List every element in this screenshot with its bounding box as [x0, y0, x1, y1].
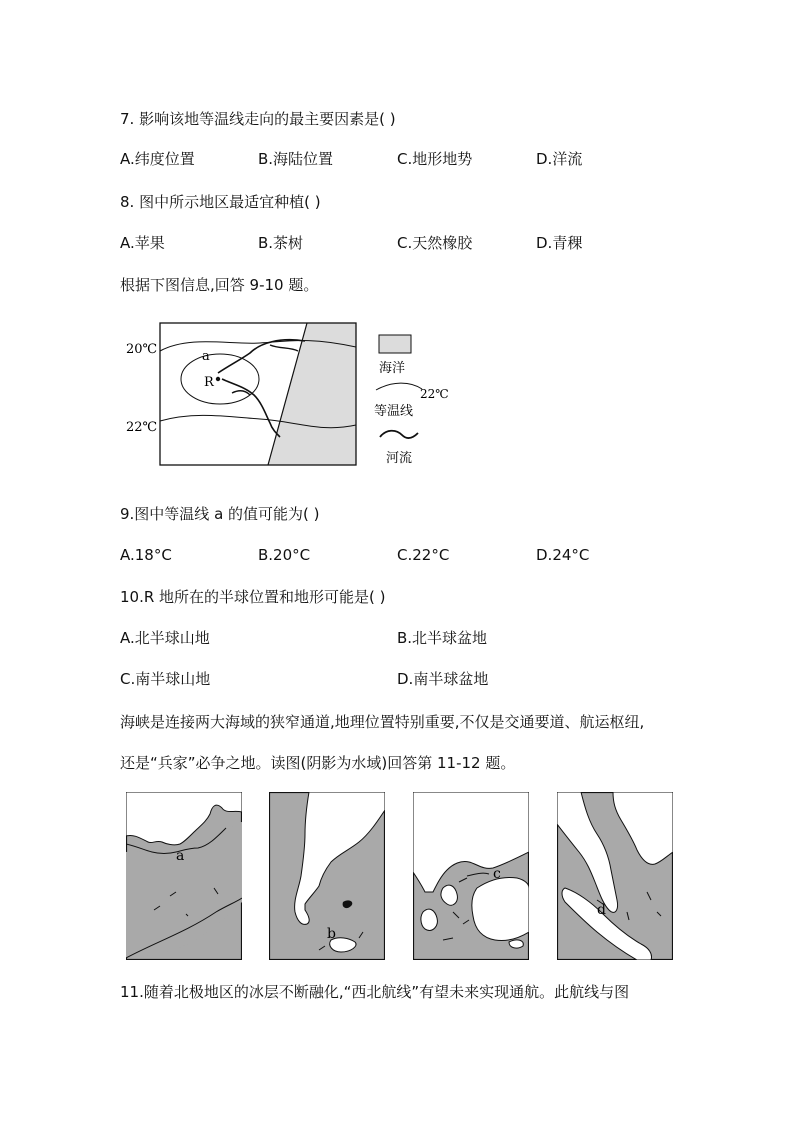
river-upper	[270, 345, 298, 351]
isotherm-map	[120, 315, 460, 475]
q7-option-c: C.地形地势	[397, 150, 473, 168]
q7-option-d: D.洋流	[536, 150, 583, 168]
label-a: a	[176, 848, 185, 864]
strait-map-b	[269, 792, 385, 960]
label-a: a	[202, 349, 210, 364]
q9-option-c: C.22°C	[397, 546, 450, 564]
q8-option-b: B.茶树	[258, 234, 304, 252]
point-r	[216, 377, 220, 381]
q7-stem: 7. 影响该地等温线走向的最主要因素是( )	[120, 110, 396, 128]
intro-11-12-line1: 海峡是连接两大海域的狭窄通道,地理位置特别重要,不仅是交通要道、航运枢纽,	[120, 713, 645, 731]
strait-map-c	[413, 792, 529, 960]
label-d: d	[597, 902, 606, 918]
q10-stem: 10.R 地所在的半球位置和地形可能是( )	[120, 588, 386, 606]
legend-river-label: 河流	[386, 451, 413, 466]
q8-option-d: D.青稞	[536, 234, 583, 252]
q10-option-c: C.南半球山地	[120, 670, 211, 688]
legend-isotherm-value: 22℃	[420, 387, 449, 401]
q8-option-c: C.天然橡胶	[397, 234, 473, 252]
intro-9-10: 根据下图信息,回答 9-10 题。	[120, 276, 319, 294]
label-r: R	[204, 375, 214, 390]
q9-option-a: A.18°C	[120, 546, 172, 564]
q9-option-b: B.20°C	[258, 546, 311, 564]
legend-ocean-label: 海洋	[379, 361, 406, 376]
river-main	[218, 340, 305, 373]
legend-ocean-swatch	[379, 335, 411, 353]
intro-11-12-line2: 还是“兵家”必争之地。读图(阴影为水域)回答第 11-12 题。	[120, 754, 516, 772]
river-tributary	[232, 391, 250, 395]
q10-option-b: B.北半球盆地	[397, 629, 488, 647]
legend-isotherm-line	[376, 383, 422, 390]
land-east-c	[472, 877, 529, 940]
land-islands-c	[421, 909, 437, 930]
strait-map-d	[557, 792, 673, 960]
q10-option-a: A.北半球山地	[120, 629, 210, 647]
label-b: b	[327, 926, 336, 942]
q8-stem: 8. 图中所示地区最适宜种植( )	[120, 193, 321, 211]
label-20c: 20℃	[126, 342, 158, 357]
label-c: c	[493, 866, 501, 882]
legend-river-line	[380, 431, 418, 438]
q9-stem: 9.图中等温线 a 的值可能为( )	[120, 505, 320, 523]
q7-option-b: B.海陆位置	[258, 150, 334, 168]
q10-option-d: D.南半球盆地	[397, 670, 489, 688]
strait-map-a	[126, 792, 242, 960]
q11-stem: 11.随着北极地区的冰层不断融化,“西北航线”有望未来实现通航。此航线与图	[120, 983, 630, 1001]
label-22c: 22℃	[126, 420, 158, 435]
q8-option-a: A.苹果	[120, 234, 165, 252]
q9-option-d: D.24°C	[536, 546, 590, 564]
q7-option-a: A.纬度位置	[120, 150, 195, 168]
legend-isotherm-label: 等温线	[374, 404, 414, 419]
river-branch	[222, 379, 280, 437]
